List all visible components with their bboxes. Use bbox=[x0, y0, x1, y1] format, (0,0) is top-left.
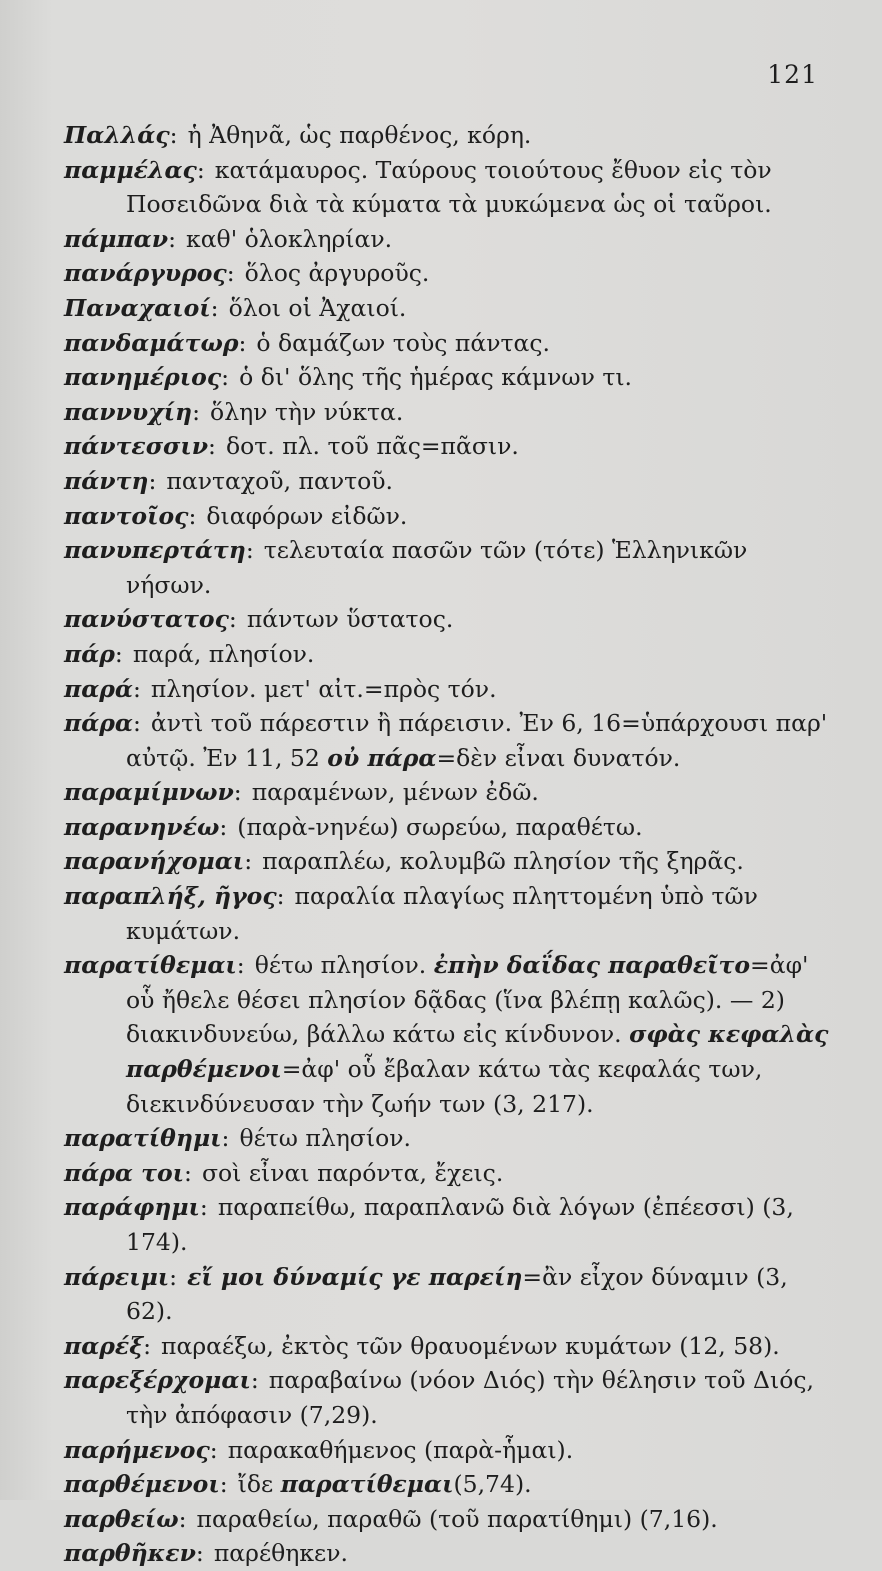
definition: παραπλέω, κολυμβῶ πλησίον τῆς ξηρᾶς. bbox=[262, 847, 744, 876]
glossary-entry bbox=[64, 533, 834, 602]
headword: παρθείω bbox=[64, 1504, 179, 1533]
glossary-entry bbox=[64, 1433, 834, 1468]
glossary-entry bbox=[64, 1329, 834, 1364]
colon-separator: : bbox=[245, 536, 254, 565]
definition: κατάμαυρος. Ταύρους τοιούτους ἔθυον εἰς τὸν Ποσειδῶνα διὰ τὰ κύματα τὰ μυκώμενα ὡς οἱ ταῦροι. bbox=[126, 155, 772, 219]
definition-continued: =ἀφ' οὗ ἤθελε θέσει πλησίον δᾷδας (ἵνα βλέπῃ καλῶς). — 2) διακινδυνεύω, βάλλω κάτω εἰς κίνδυνον. bbox=[126, 951, 809, 1049]
glossary-entry bbox=[64, 256, 834, 291]
colon-separator: : bbox=[244, 847, 253, 876]
emphasized-phrase: παρατίθεμαι bbox=[280, 1470, 454, 1499]
glossary-entry bbox=[64, 1502, 834, 1537]
emphasized-phrase: σφὰς κεφαλὰς παρθέμενοι bbox=[126, 1020, 829, 1084]
colon-separator: : bbox=[226, 259, 235, 288]
headword: πανδαμάτωρ bbox=[64, 328, 239, 357]
colon-separator: : bbox=[210, 293, 219, 322]
colon-separator: : bbox=[133, 674, 141, 703]
definition: παραθείω, παραθῶ (τοῦ παρατίθημι) (7,16). bbox=[196, 1504, 718, 1533]
colon-separator: : bbox=[148, 466, 157, 495]
colon-separator: : bbox=[196, 155, 205, 184]
headword: παρήμενος bbox=[64, 1435, 210, 1464]
emphasized-phrase: ἐπὴν δαΐδας παραθεῖτο bbox=[433, 951, 751, 980]
glossary-entry bbox=[64, 775, 834, 810]
colon-separator: : bbox=[228, 605, 237, 634]
glossary-entry bbox=[64, 948, 834, 1121]
headword: πανυπερτάτη bbox=[64, 536, 246, 565]
glossary-entry bbox=[64, 1260, 834, 1329]
colon-separator: : bbox=[184, 1158, 192, 1187]
glossary-entries bbox=[64, 118, 834, 1571]
colon-separator: : bbox=[192, 397, 201, 426]
glossary-entry bbox=[64, 499, 834, 534]
colon-separator: : bbox=[250, 1366, 259, 1395]
colon-separator: : bbox=[195, 1539, 204, 1568]
headword: πανύστατος bbox=[64, 605, 229, 634]
definition: σοὶ εἶναι παρόντα, ἔχεις. bbox=[201, 1158, 504, 1187]
headword: Παλλάς bbox=[64, 121, 170, 149]
glossary-entry bbox=[64, 672, 834, 707]
colon-separator: : bbox=[276, 882, 285, 911]
colon-separator: : bbox=[178, 1504, 187, 1533]
definition: τελευταία πασῶν τῶν (τότε) Ἑλληνικῶν νήσων. bbox=[126, 536, 748, 599]
definition: καθ' ὁλοκληρίαν. bbox=[186, 224, 393, 253]
headword: παρέξ bbox=[64, 1331, 144, 1360]
glossary-entry bbox=[64, 360, 834, 395]
definition: παραπείθω, παραπλανῶ διὰ λόγων (ἐπέεσσι) (3, 174). bbox=[126, 1193, 794, 1256]
headword: παραπλήξ, ῆγος bbox=[64, 882, 277, 911]
headword: πάρειμι bbox=[64, 1262, 170, 1291]
headword: παρατίθημι bbox=[64, 1124, 222, 1153]
colon-separator: : bbox=[233, 778, 242, 807]
glossary-entry bbox=[64, 706, 834, 775]
headword: παράφημι bbox=[64, 1193, 200, 1222]
definition: παρακαθήμενος (παρὰ-ἧμαι). bbox=[227, 1435, 574, 1464]
colon-separator: : bbox=[219, 1470, 228, 1499]
headword: πάντεσσιν bbox=[64, 432, 209, 461]
headword: παρανηνέω bbox=[64, 812, 220, 841]
definition: παραέξω, ἐκτὸς τῶν θραυομένων κυμάτων (12, 58). bbox=[161, 1331, 780, 1360]
definition: θέτω πλησίον. bbox=[239, 1124, 411, 1153]
page-number: 121 bbox=[767, 60, 818, 89]
glossary-entry bbox=[64, 810, 834, 845]
colon-separator: : bbox=[219, 812, 228, 841]
definition: παραλία πλαγίως πληττομένη ὑπὸ τῶν κυμάτων. bbox=[126, 882, 758, 945]
headword: παρεξέρχομαι bbox=[64, 1366, 251, 1395]
headword: πανημέριος bbox=[64, 363, 222, 392]
headword: παραμίμνων bbox=[64, 778, 234, 807]
definition: παραμένων, μένων ἐδῶ. bbox=[251, 778, 539, 807]
definition: διαφόρων εἰδῶν. bbox=[206, 501, 408, 530]
definition: ὁ δαμάζων τοὺς πάντας. bbox=[256, 328, 550, 357]
definition: παρά, πλησίον. bbox=[132, 639, 315, 668]
headword: παρά bbox=[64, 674, 133, 703]
colon-separator: : bbox=[236, 951, 245, 980]
headword: παρθέμενοι bbox=[64, 1470, 220, 1499]
headword: πάμπαν bbox=[64, 224, 169, 253]
definition: ἴδε bbox=[237, 1470, 274, 1499]
glossary-entry bbox=[64, 844, 834, 879]
colon-separator: : bbox=[238, 328, 247, 357]
definition: παρέθηκεν. bbox=[213, 1539, 348, 1568]
headword: πάντη bbox=[64, 466, 149, 495]
glossary-entry bbox=[64, 464, 834, 499]
colon-separator: : bbox=[114, 639, 123, 668]
glossary-entry bbox=[64, 118, 834, 153]
headword: πάρ bbox=[64, 639, 115, 668]
definition-continued: =δὲν εἶναι δυνατόν. bbox=[436, 743, 681, 772]
glossary-entry bbox=[64, 395, 834, 430]
colon-separator: : bbox=[188, 501, 197, 530]
definition: ἀντὶ τοῦ πάρεστιν ἢ πάρεισιν. Ἐν 6, 16=ὑπάρχουσι παρ' αὐτῷ. Ἐν 11, 52 bbox=[126, 709, 828, 772]
glossary-entry bbox=[64, 637, 834, 672]
headword: παρθῆκεν bbox=[64, 1539, 196, 1568]
definition-continued: =ἂν εἶχον δύναμιν (3, 62). bbox=[126, 1262, 788, 1326]
headword: παντοῖος bbox=[64, 501, 189, 530]
colon-separator: : bbox=[221, 1124, 230, 1153]
colon-separator: : bbox=[143, 1331, 152, 1360]
colon-separator: : bbox=[208, 432, 216, 461]
definition-continued: (5,74). bbox=[453, 1470, 532, 1499]
glossary-entry bbox=[64, 1536, 834, 1571]
definition: ἡ Ἀθηνᾶ, ὡς παρθένος, κόρη. bbox=[187, 121, 532, 149]
definition: ὅλην τὴν νύκτα. bbox=[210, 397, 404, 426]
colon-separator: : bbox=[169, 1262, 178, 1291]
colon-separator: : bbox=[199, 1193, 208, 1222]
glossary-entry bbox=[64, 1190, 834, 1259]
definition: θέτω πλησίον. bbox=[254, 951, 427, 980]
emphasized-phrase: οὐ πάρα bbox=[327, 743, 437, 772]
definition: (παρὰ-νηνέω) σωρεύω, παραθέτω. bbox=[237, 812, 643, 841]
glossary-entry bbox=[64, 1467, 834, 1502]
glossary-entry bbox=[64, 429, 834, 464]
headword: πάρα bbox=[64, 709, 133, 738]
definition: παραβαίνω (νόον Διός) τὴν θέλησιν τοῦ Διός, τὴν ἀπόφασιν (7,29). bbox=[126, 1366, 814, 1429]
glossary-entry bbox=[64, 602, 834, 637]
colon-separator: : bbox=[221, 363, 230, 392]
glossary-entry bbox=[64, 291, 834, 326]
colon-separator: : bbox=[133, 709, 141, 738]
headword: παμμέλας bbox=[64, 155, 197, 184]
colon-separator: : bbox=[169, 121, 178, 149]
definition: ὅλοι οἱ Ἀχαιοί. bbox=[228, 293, 407, 322]
definition: ὁ δι' ὅλης τῆς ἡμέρας κάμνων τι. bbox=[239, 363, 633, 392]
glossary-entry bbox=[64, 153, 834, 222]
headword: παρανήχομαι bbox=[64, 847, 245, 876]
definition: δοτ. πλ. τοῦ πᾶς=πᾶσιν. bbox=[225, 432, 519, 461]
definition-continued: =ἀφ' οὗ ἔβαλαν κάτω τὰς κεφαλάς των, διεκινδύνευσαν τὴν ζωήν των (3, 217). bbox=[126, 1055, 763, 1118]
glossary-entry bbox=[64, 326, 834, 361]
colon-separator: : bbox=[209, 1435, 218, 1464]
glossary-entry bbox=[64, 222, 834, 257]
glossary-entry bbox=[64, 1121, 834, 1156]
colon-separator: : bbox=[168, 224, 176, 253]
headword: παρατίθεμαι bbox=[64, 951, 237, 980]
headword: πάρα τοι bbox=[64, 1158, 185, 1187]
glossary-entry bbox=[64, 1156, 834, 1191]
glossary-entry bbox=[64, 879, 834, 948]
definition: ὅλος ἀργυροῦς. bbox=[244, 259, 430, 288]
emphasized-phrase: εἴ μοι δύναμίς γε παρείη bbox=[187, 1262, 523, 1291]
glossary-entry bbox=[64, 1363, 834, 1432]
headword: Παναχαιοί bbox=[64, 293, 211, 322]
headword: παννυχίη bbox=[64, 397, 193, 426]
definition: πάντων ὕστατος. bbox=[246, 605, 454, 634]
headword: πανάργυρος bbox=[64, 259, 227, 288]
definition: πανταχοῦ, παντοῦ. bbox=[166, 466, 394, 495]
definition: πλησίον. μετ' αἰτ.=πρὸς τόν. bbox=[150, 674, 497, 703]
